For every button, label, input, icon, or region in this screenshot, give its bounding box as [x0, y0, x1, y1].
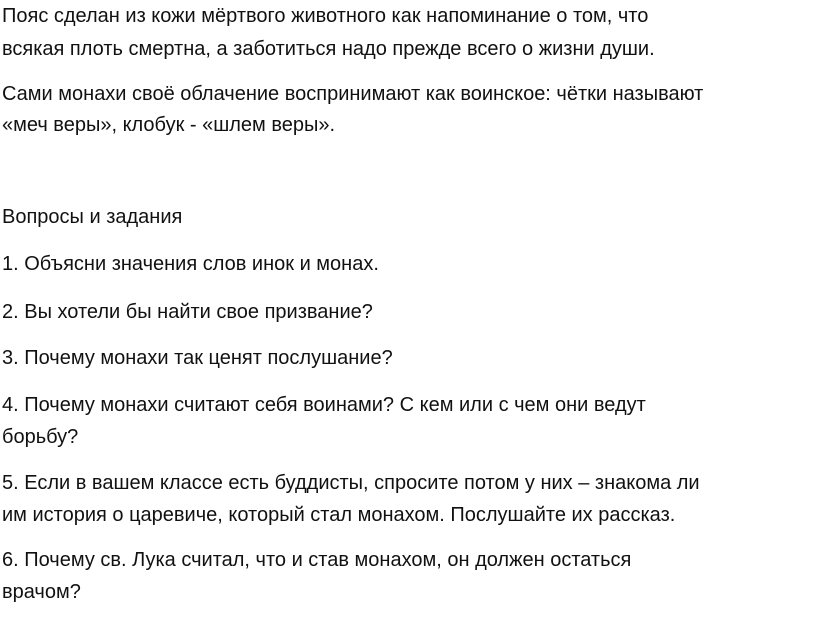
- paragraph-belt-line-1: Пояс сделан из кожи мёртвого животного как напоминание о том, что: [2, 5, 649, 27]
- question-4-line-2: борьбу?: [2, 426, 79, 448]
- section-heading: Вопросы и задания: [2, 206, 183, 228]
- question-5-line-1: 5. Если в вашем классе есть буддисты, спросите потом у них – знакома ли: [2, 472, 700, 494]
- question-4-line-1: 4. Почему монахи считают себя воинами? С кем или с чем они ведут: [2, 394, 646, 416]
- question-1: 1. Объясни значения слов инок и монах.: [2, 253, 379, 275]
- question-6-line-2: врачом?: [2, 581, 81, 603]
- paragraph-belt-line-2: всякая плоть смертна, а заботиться надо прежде всего о жизни души.: [2, 38, 655, 60]
- question-6-line-1: 6. Почему св. Лука считал, что и став монахом, он должен остаться: [2, 549, 632, 571]
- question-5-line-2: им история о царевиче, который стал монахом. Послушайте их рассказ.: [2, 504, 676, 526]
- question-3: 3. Почему монахи так ценят послушание?: [2, 347, 393, 369]
- question-2: 2. Вы хотели бы найти свое призвание?: [2, 301, 373, 323]
- paragraph-vestment-line-1: Сами монахи своё облачение воспринимают как воинское: чётки называют: [2, 83, 704, 105]
- paragraph-vestment-line-2: «меч веры», клобук - «шлем веры».: [2, 114, 336, 136]
